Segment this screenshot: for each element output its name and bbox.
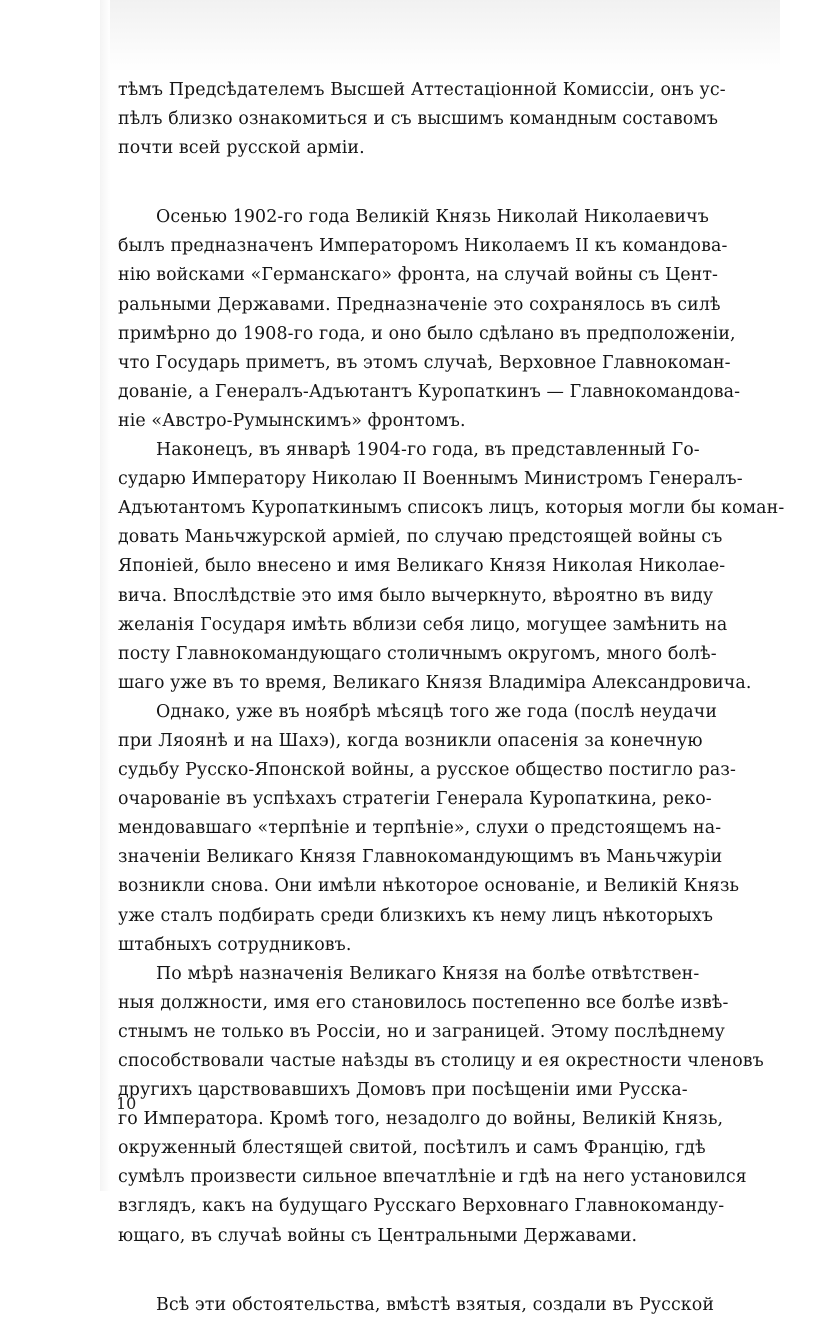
text-line: судьбу Русско-Японской войны, а русское общество постигло раз- bbox=[118, 760, 736, 781]
text-line: очарованіе въ успѣхахъ стратегіи Генерала Куропаткина, реко- bbox=[118, 789, 712, 810]
text-line: примѣрно до 1908-го года, и оно было сдѣлано въ предположеніи, bbox=[118, 323, 736, 344]
text-line: взглядъ, какъ на будущаго Русскаго Верховнаго Главнокоманду- bbox=[118, 1196, 725, 1217]
text-line: Однако, уже въ ноябрѣ мѣсяцѣ того же года (послѣ неудачи bbox=[156, 701, 718, 722]
text-line: другихъ царствовавшихъ Домовъ при посѣщеніи ими Русска- bbox=[118, 1080, 688, 1101]
paragraph-6 bbox=[118, 1291, 715, 1320]
text-line: Всѣ эти обстоятельства, вмѣстѣ взятыя, создали въ Русской bbox=[156, 1294, 715, 1315]
scan-shadow-left bbox=[100, 0, 110, 1191]
text-line: ныя должности, имя его становилось постепенно все болѣе извѣ- bbox=[118, 992, 729, 1013]
text-line: что Государь приметъ, въ этомъ случаѣ, Верховное Главнокоман- bbox=[118, 352, 731, 373]
text-line: нію войсками «Германскаго» фронта, на случай войны съ Цент- bbox=[118, 265, 719, 286]
text-line: го Императора. Кромѣ того, незадолго до войны, Великій Князь, bbox=[118, 1109, 724, 1130]
text-line: возникли снова. Они имѣли нѣкоторое основаніе, и Великій Князь bbox=[118, 876, 740, 897]
text-line: По мѣрѣ назначенія Великаго Князя на болѣе отвѣтствен- bbox=[156, 963, 700, 984]
paragraph-gap bbox=[118, 1251, 698, 1291]
text-line: сударю Императору Николаю II Военнымъ Министромъ Генералъ- bbox=[118, 469, 743, 490]
text-line: тѣмъ Предсѣдателемъ Высшей Аттестаціонной Комиссіи, онъ ус- bbox=[118, 80, 726, 100]
text-line: дованіе, а Генералъ-Адъютантъ Куропаткинъ — Главнокомандова- bbox=[118, 381, 741, 402]
text-line: ніе «Австро-Румынскимъ» фронтомъ. bbox=[118, 410, 466, 431]
text-line: мендовавшаго «терпѣніе и терпѣніе», слухи о предстоящемъ на- bbox=[118, 818, 722, 839]
page-number: 10 bbox=[116, 1094, 137, 1113]
text-line: ральными Державами. Предназначеніе это сохранялось въ силѣ bbox=[118, 294, 721, 315]
text-line: желанія Государя имѣть вблизи себя лицо, могущее замѣнить на bbox=[118, 614, 728, 635]
text-line: Наконецъ, въ январѣ 1904-го года, въ представленный Го- bbox=[156, 440, 700, 461]
text-line: штабныхъ сотрудниковъ. bbox=[118, 934, 352, 955]
text-line: вича. Впослѣдствіе это имя было вычеркнуто, вѣроятно въ виду bbox=[118, 585, 714, 606]
text-line: Осенью 1902-го года Великій Князь Николай Николаевичъ bbox=[156, 207, 709, 228]
text-line: шаго уже въ то время, Великаго Князя Владиміра Александровича. bbox=[118, 672, 752, 693]
text-line: Адъютантомъ Куропаткинымъ списокъ лицъ, которыя могли бы коман- bbox=[118, 498, 785, 519]
paragraph-gap bbox=[118, 163, 698, 203]
text-line: пѣлъ близко ознакомиться и съ высшимъ командным составомъ bbox=[118, 109, 719, 130]
text-line: уже сталъ подбирать среди близкихъ къ нему лицъ нѣкоторыхъ bbox=[118, 905, 714, 926]
paragraph-1 bbox=[118, 76, 726, 163]
page-text-block bbox=[118, 76, 785, 1315]
text-line: посту Главнокомандующаго столичнымъ округомъ, много болѣ- bbox=[118, 643, 717, 664]
text-line: ющаго, въ случаѣ войны съ Центральными Державами. bbox=[118, 1225, 638, 1246]
paragraph-2 bbox=[118, 203, 741, 436]
text-line: былъ предназначенъ Императоромъ Николаемъ II къ командова- bbox=[118, 236, 728, 257]
paragraph-5 bbox=[118, 960, 764, 1251]
text-line: окруженный блестящей свитой, посѣтилъ и самъ Францію, гдѣ bbox=[118, 1138, 706, 1159]
text-line: довать Маньчжурской арміей, по случаю предстоящей войны съ bbox=[118, 527, 723, 548]
text-line: сумѣлъ произвести сильное впечатлѣніе и гдѣ на него установился bbox=[118, 1167, 747, 1188]
paragraph-4 bbox=[118, 698, 740, 960]
text-line: стнымъ не только въ Россіи, но и заграницей. Этому послѣднему bbox=[118, 1021, 725, 1042]
text-line: при Ляоянѣ и на Шахэ), когда возникли опасенія за конечную bbox=[118, 730, 703, 751]
text-line: почти всей русской арміи. bbox=[118, 138, 365, 159]
text-line: Японіей, было внесено и имя Великаго Князя Николая Николае- bbox=[118, 556, 726, 577]
paragraph-3 bbox=[118, 436, 785, 698]
text-line: значеніи Великаго Князя Главнокомандующимъ въ Маньчжуріи bbox=[118, 847, 723, 868]
text-line: способствовали частые наѣзды въ столицу и ея окрестности членовъ bbox=[118, 1051, 764, 1071]
scan-shadow-top bbox=[100, 0, 780, 72]
